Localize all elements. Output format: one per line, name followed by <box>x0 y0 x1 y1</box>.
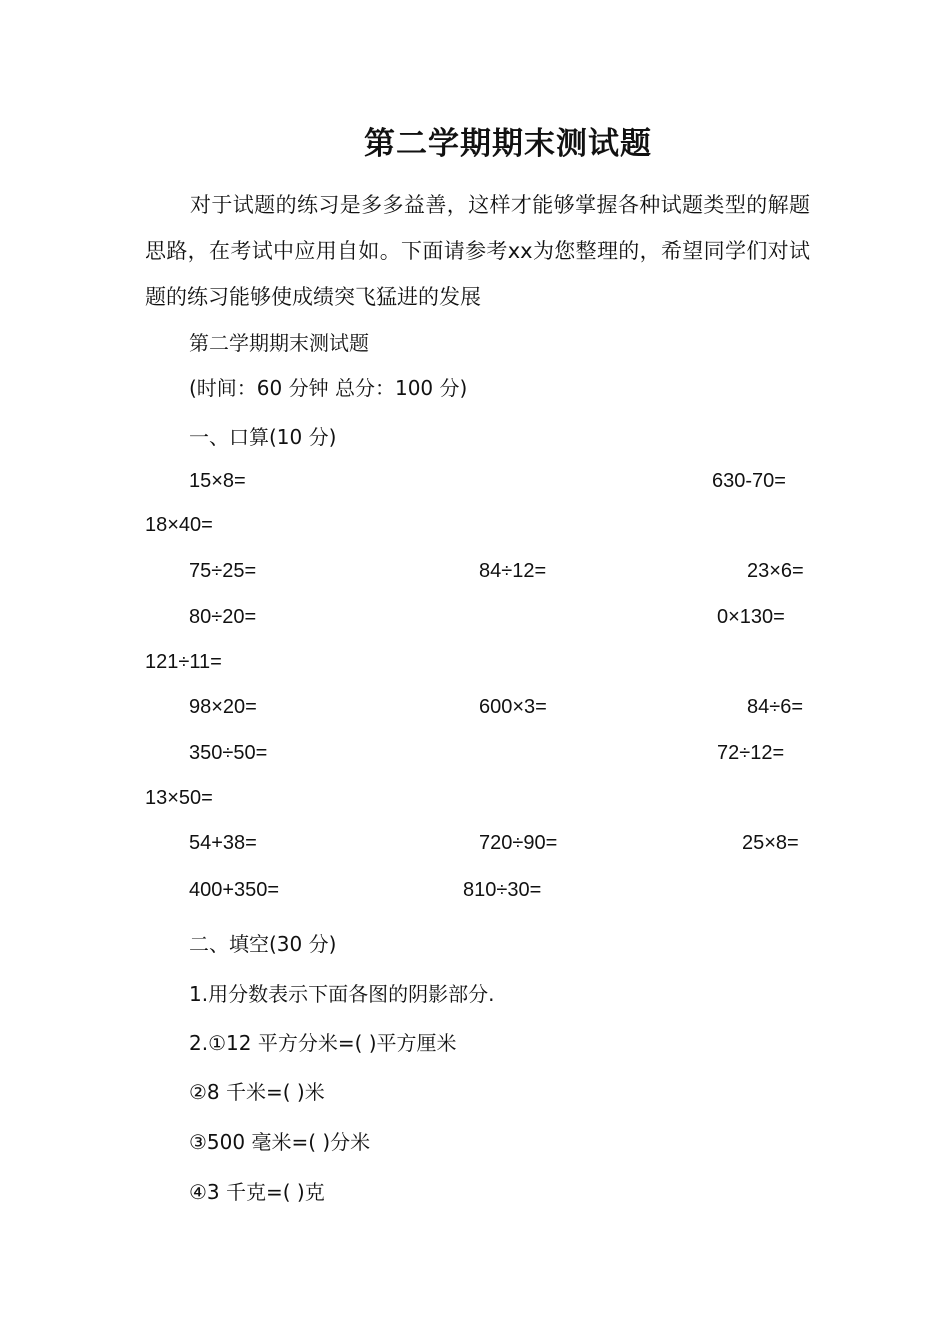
calc-item: 720÷90= <box>479 832 558 854</box>
calc-item: 630-70= <box>712 470 786 492</box>
question-2-1: 2.①12 平方分米=( )平方厘米 <box>189 1031 457 1055</box>
time-info: (时间：60 分钟 总分：100 分) <box>189 376 468 400</box>
calc-item: 72÷12= <box>717 742 785 764</box>
calc-item: 84÷12= <box>479 560 547 582</box>
intro-paragraph: 对于试题的练习是多多益善，这样才能够掌握各种试题类型的解题思路，在考试中应用自如。下面请参考xx为您整理的，希望同学们对试题的练习能够使成绩突飞猛进的发展 <box>145 193 810 309</box>
document-title: 第二学期期末测试题 <box>364 126 652 162</box>
subtitle: 第二学期期末测试题 <box>189 331 369 355</box>
question-1: 1.用分数表示下面各图的阴影部分. <box>189 982 495 1006</box>
section2-heading: 二、填空(30 分) <box>189 932 337 956</box>
question-2-3: ③500 毫米=( )分米 <box>189 1130 371 1154</box>
calc-item: 98×20= <box>189 696 257 718</box>
calc-item: 350÷50= <box>189 742 268 764</box>
calc-item: 84÷6= <box>747 696 804 718</box>
calc-item: 54+38= <box>189 832 257 854</box>
calc-item: 18×40= <box>145 514 213 536</box>
section1-heading: 一、口算(10 分) <box>189 425 337 449</box>
calc-item: 80÷20= <box>189 606 257 628</box>
calc-item: 23×6= <box>747 560 804 582</box>
calc-item: 810÷30= <box>463 879 542 901</box>
question-2-2: ②8 千米=( )米 <box>189 1080 325 1104</box>
calc-item: 0×130= <box>717 606 785 628</box>
calc-item: 121÷11= <box>145 651 222 673</box>
calc-item: 400+350= <box>189 879 280 901</box>
calc-item: 600×3= <box>479 696 547 718</box>
calc-item: 75÷25= <box>189 560 257 582</box>
question-2-4: ④3 千克=( )克 <box>189 1180 325 1204</box>
calc-item: 13×50= <box>145 787 213 809</box>
calc-item: 25×8= <box>742 832 799 854</box>
calc-item: 15×8= <box>189 470 246 492</box>
